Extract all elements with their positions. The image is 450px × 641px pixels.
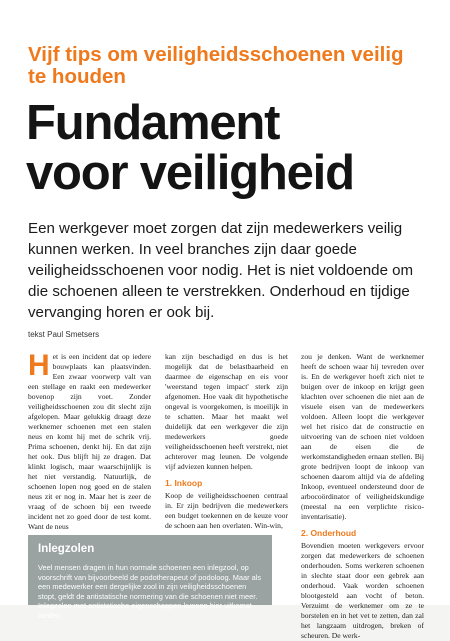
column-2-text-1: kan zijn beschadigd en dus is het mogelijk dat de belastbaarheid en daarmee de eigenschap en eis voor 'weerstand tegen impact' sterk zijn afgenomen. Hoe vaak dit hypothetische ongeval is voorgekomen, is moeilijk in te schatten. Maar het maakt wel duidelijk dat een werkgever die zijn medewerkers goede veiligheidsschoenen heeft verstrekt, niet achterover mag leunen. De volgende vijf adviezen kunnen helpen. [165, 352, 288, 471]
column-2-text-2: Koop de veiligheidsschoenen centraal in. Er zijn bedrijven die medewerkers een budget toekennen en de keuze voor de schoen aan hen overlaten. Win-win, [165, 491, 288, 530]
column-3-text-2: Bovendien moeten werkgevers ervoor zorgen dat medewerkers de schoenen onderhouden. Soms werkeren schoenen in slechte staat door een gebrek aan onderhoud. Vaak worden schoenen blootgesteld aan vocht of beton. Verzuimt de werknemer om ze te borstelen en in het vet te zetten, dan zal het langzaam uitdrogen, breken of scheuren. De werk- [301, 541, 424, 640]
body-column-3 [301, 352, 424, 641]
column-3-text-1: zou je denken. Want de werknemer heeft de schoen waar hij tevreden over is. En de werkgever hoeft zich niet te buigen over de inkoop en krijgt geen klachten over schoenen die niet aan de visuele eisen van de medewerkers voldoen. Alleen loopt die werkgever wel het risico dat de constructie en uitvoering van de schoen niet voldoen aan de eisen die de werkomstandigheden ernaan stellen. Bij grote bedrijven loopt de inkoop van schoenen daarom altijd via de afdeling Inkoop, eventueel ondersteund door de arbocoördinator of veiligheidskundige (meestal na een verplichte risico-inventarisatie). [301, 352, 424, 521]
article-author: tekst Paul Smetsers [28, 330, 100, 339]
sidebar-box-inlegzolen [28, 535, 272, 620]
drop-cap: H [28, 349, 50, 382]
column-1-text: et is een incident dat op iedere bouwplaats kan plaatsvinden. Een zwaar voorwerp valt van een stellage en raakt een medewerker bovenop zijn voet. Zonder veiligheidsschoenen zou dit slecht zijn afgelopen. Maar gelukkig draagt deze werknemer schoenen met een stalen neus en komt hij met de schrik vrij. Prima schoenen, denkt hij. En dat zijn het ook. Dus blijft hij ze dragen. Dat klinkt logisch, maar waarschijnlijk is het niet verstandig. Natuurlijk, de schoenen lopen nog goed en de stalen neus zit er nog in. Maar het is zeer de vraag of de schoen bij een tweede incident net zo goed door de test komt. Want de neus [28, 352, 151, 531]
headline-line-2: voor veiligheid [26, 146, 354, 200]
article-intro: Een werkgever moet zorgen dat zijn medewerkers veilig kunnen werken. In veel branches zijn daar goede veiligheidsschoenen voor nodig. Het is niet voldoende om die schoenen alleen te verstrekken. Onderhoud en tijdige vervanging horen er ook bij. [28, 220, 414, 321]
body-column-2 [165, 352, 288, 531]
headline-line-1: Fundament [26, 96, 280, 150]
body-column-1 [28, 349, 151, 532]
article-headline [26, 98, 426, 198]
sidebar-box-body: Veel mensen dragen in hun normale schoenen een inlegzool, op voorschrift van bijvoorbeeld de podotherapeut of podoloog. Maar als een medewerker een dergelijke zool in zijn veiligheidsschoenen stopt, geldt de antistatische normering van die schoenen niet meer. Inlegzolen met antistatische eigenschappen kunnen hier uitkomst bieden. [38, 563, 262, 620]
article-kicker: Vijf tips om veiligheidsschoenen veilig te houden [28, 43, 404, 88]
sidebar-box-title: Inlegzolen [38, 543, 95, 555]
section-heading-onderhoud: 2. Onderhoud [301, 528, 357, 538]
section-heading-inkoop: 1. Inkoop [165, 478, 203, 488]
